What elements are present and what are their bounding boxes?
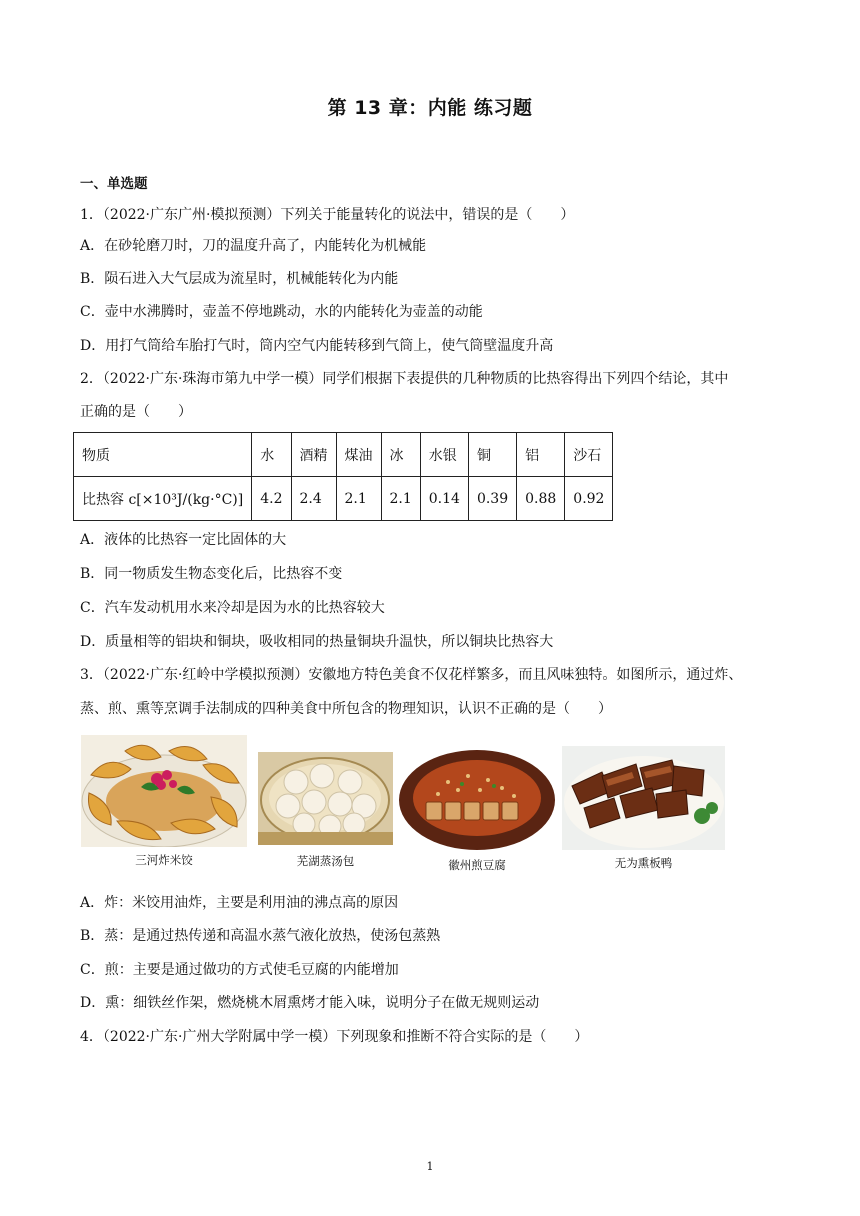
table-cell: 酒精 [291, 433, 336, 477]
table-cell: 铝 [517, 433, 565, 477]
q2-option-d: D．质量相等的铝块和铜块，吸收相同的热量铜块升温快，所以铜块比热容大 [80, 634, 554, 650]
fried-tofu-image [398, 746, 556, 854]
table-cell: 0.14 [420, 477, 468, 521]
table-cell: 2.1 [336, 477, 381, 521]
smoked-duck-image [562, 746, 725, 850]
table-cell: 水银 [420, 433, 468, 477]
table-cell: 沙石 [565, 433, 613, 477]
page-number: 1 [426, 1160, 434, 1173]
table-row-specific-heat [74, 477, 613, 521]
table-cell: 0.92 [565, 477, 613, 521]
q2-option-b: B．同一物质发生物态变化后，比热容不变 [80, 566, 343, 582]
q2-option-c: C．汽车发动机用水来冷却是因为水的比热容较大 [80, 600, 385, 616]
caption-fried-tofu: 徽州煎豆腐 [448, 858, 506, 872]
q4-stem: 4．（2022·广东·广州大学附属中学一模）下列现象和推断不符合实际的是（ ） [80, 1029, 589, 1045]
caption-steamed-buns: 芜湖蒸汤包 [296, 854, 355, 868]
caption-smoked-duck: 无为熏板鸭 [614, 856, 673, 870]
q1-option-a: A．在砂轮磨刀时，刀的温度升高了，内能转化为机械能 [80, 238, 427, 254]
section-heading: 一、单选题 [80, 176, 148, 192]
table-cell: 铜 [468, 433, 516, 477]
q3-option-a: A．炸：米饺用油炸，主要是利用油的沸点高的原因 [80, 895, 399, 911]
q2-stem-line2: 正确的是（ ） [80, 404, 192, 420]
caption-fried-dumplings: 三河炸米饺 [135, 853, 193, 867]
page-title: 第 13 章：内能 练习题 [327, 97, 533, 119]
table-cell: 物质 [74, 433, 252, 477]
q3-option-d: D．熏：细铁丝作架，燃烧桃木屑熏烤才能入味，说明分子在做无规则运动 [80, 995, 540, 1011]
q1-option-b: B．陨石进入大气层成为流星时，机械能转化为内能 [80, 271, 399, 287]
q3-stem-line1: 3．（2022·广东·红岭中学模拟预测）安徽地方特色美食不仅花样繁多，而且风味独特。如图所示，通过炸、 [80, 667, 743, 683]
fried-dumplings-image [81, 735, 247, 847]
table-cell: 煤油 [336, 433, 381, 477]
q2-option-a: A．液体的比热容一定比固体的大 [80, 532, 287, 548]
q1-option-c: C．壶中水沸腾时，壶盖不停地跳动，水的内能转化为壶盖的动能 [80, 304, 483, 320]
steamed-buns-image [258, 752, 393, 845]
specific-heat-table [73, 432, 613, 521]
table-cell: 2.4 [291, 477, 336, 521]
table-cell: 2.1 [381, 477, 420, 521]
q1-option-d: D．用打气筒给车胎打气时，筒内空气内能转移到气筒上，使气筒壁温度升高 [80, 338, 554, 354]
table-cell: 比热容 c[×10³J/(kg·°C)] [74, 477, 252, 521]
q2-stem-line1: 2．（2022·广东·珠海市第九中学一模）同学们根据下表提供的几种物质的比热容得出下列四个结论，其中 [80, 371, 729, 387]
q1-stem: 1．（2022·广东广州·模拟预测）下列关于能量转化的说法中，错误的是（ ） [80, 207, 575, 223]
table-cell: 4.2 [252, 477, 291, 521]
table-cell: 水 [252, 433, 291, 477]
q3-stem-line2: 蒸、煎、熏等烹调手法制成的四种美食中所包含的物理知识，认识不正确的是（ ） [80, 701, 612, 717]
table-row-substance [74, 433, 613, 477]
table-cell: 0.39 [468, 477, 516, 521]
q3-option-b: B．蒸：是通过热传递和高温水蒸气液化放热，使汤包蒸熟 [80, 928, 441, 944]
q3-option-c: C．煎：主要是通过做功的方式使毛豆腐的内能增加 [80, 962, 399, 978]
table-cell: 0.88 [517, 477, 565, 521]
table-cell: 冰 [381, 433, 420, 477]
